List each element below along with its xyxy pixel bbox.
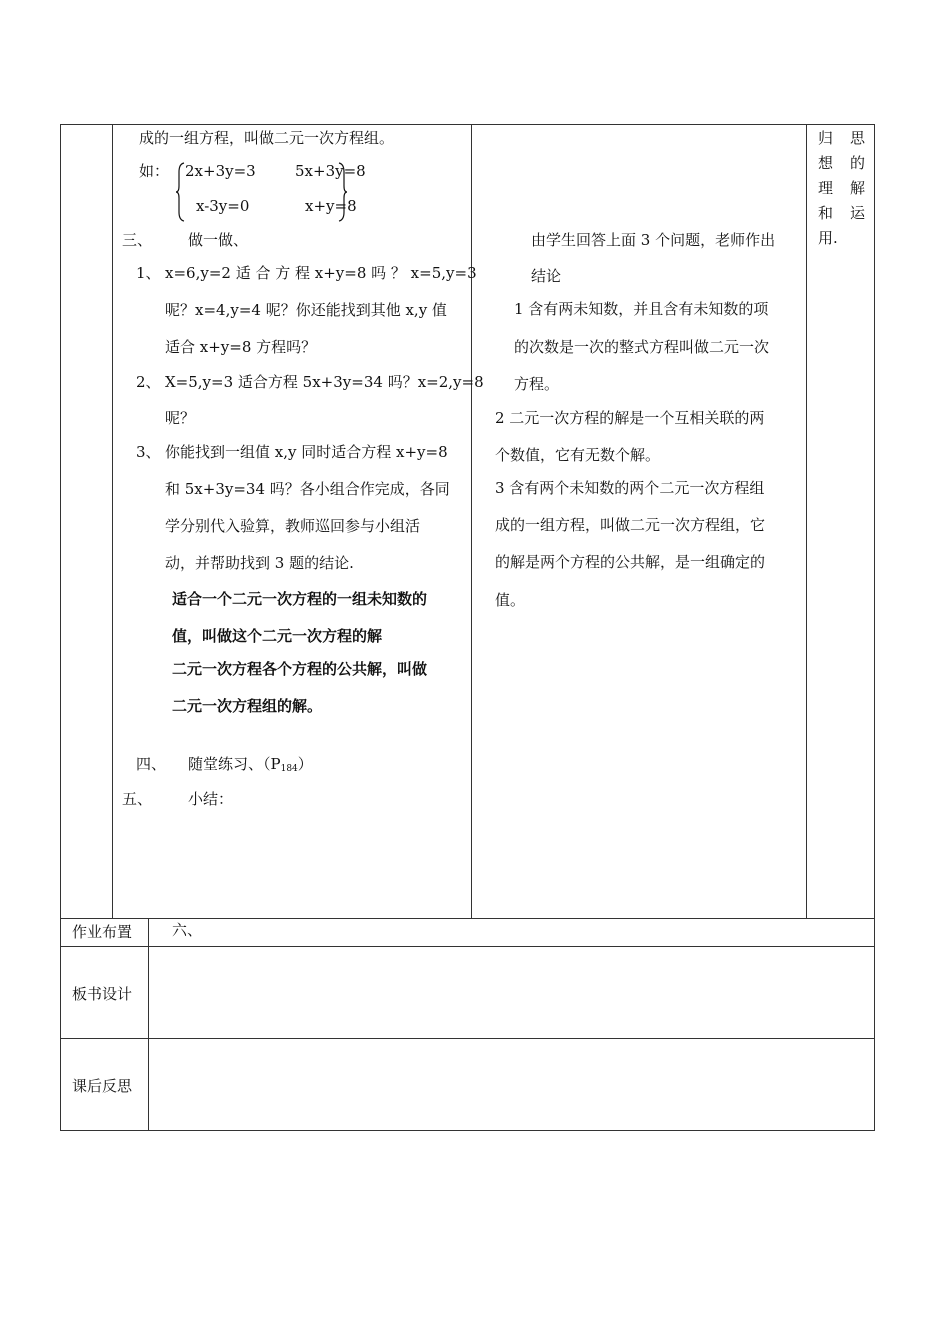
definition-line3: 二元一次方程各个方程的公共解，叫做	[172, 660, 428, 678]
section4-title-close: ）	[297, 755, 313, 773]
activity-line8: 3 含有两个未知数的两个二元一次方程组	[495, 479, 765, 497]
table-border-top	[60, 124, 875, 125]
activity-line9: 成的一组方程，叫做二元一次方程组，它	[495, 516, 766, 534]
system1-eq1: 2x+3y=3	[185, 162, 256, 180]
intent-char-3: 理	[818, 179, 834, 197]
definition-line2: 值，叫做这个二元一次方程的解	[172, 627, 383, 645]
q1-line3: 适合 x+y=8 方程吗？	[165, 338, 317, 356]
section4-page-number: 184	[280, 764, 298, 774]
intent-char-8: 解	[850, 179, 866, 197]
q3-line4: 动，并帮助找到 3 题的结论.	[165, 554, 354, 572]
activity-line11: 值。	[495, 591, 526, 609]
q3-line1: 你能找到一组值 x,y 同时适合方程 x+y=8	[165, 443, 448, 461]
q1-line1: x=6,y=2 适 合 方 程 x+y=8 吗 ？ x=5,y=3	[165, 264, 477, 282]
section4-number: 四、	[136, 755, 167, 773]
activity-line4: 的次数是一次的整式方程叫做二元一次	[514, 338, 770, 356]
section3-title: 做一做、	[188, 231, 249, 249]
row-divider-reflection	[60, 1038, 875, 1039]
left-brace-icon	[175, 162, 185, 222]
q2-number: 2、	[136, 373, 161, 391]
section5-number: 五、	[122, 790, 153, 808]
q1-number: 1、	[136, 264, 161, 282]
intent-char-7: 的	[850, 154, 866, 172]
definition-line1: 适合一个二元一次方程的一组未知数的	[172, 590, 428, 608]
row-divider-homework	[60, 918, 875, 919]
table-border-right	[874, 124, 875, 1131]
homework-value: 六、	[172, 921, 203, 939]
intent-char-1: 归	[818, 129, 834, 147]
example-label: 如：	[139, 162, 170, 180]
q2-line1: X=5,y=3 适合方程 5x+3y=34 吗？x=2,y=8	[165, 373, 484, 391]
activity-line10: 的解是两个方程的公共解，是一组确定的	[495, 553, 766, 571]
col-divider-2	[471, 124, 472, 919]
activity-line2: 结论	[531, 267, 562, 285]
section3-number: 三、	[122, 231, 153, 249]
footer-label-divider	[148, 918, 149, 1131]
activity-line3: 1 含有两未知数，并且含有未知数的项	[514, 300, 769, 318]
homework-label: 作业布置	[72, 923, 133, 941]
activity-line6: 2 二元一次方程的解是一个互相关联的两	[495, 409, 765, 427]
activity-line7: 个数值，它有无数个解。	[495, 446, 661, 464]
intent-char-4: 和	[818, 204, 834, 222]
intent-char-6: 思	[850, 129, 866, 147]
col-divider-3	[806, 124, 807, 919]
table-border-bottom	[60, 1130, 875, 1131]
section4-title-text: 随堂练习、（P	[188, 755, 281, 773]
q3-line2: 和 5x+3y=34 吗？各小组合作完成，各同	[165, 480, 450, 498]
section4-title	[188, 754, 313, 779]
activity-line5: 方程。	[514, 375, 560, 393]
table-border-left	[60, 124, 61, 1131]
section5-title: 小结：	[188, 790, 234, 808]
right-brace-icon	[338, 162, 348, 222]
reflection-label: 课后反思	[72, 1077, 133, 1095]
board-design-label: 板书设计	[72, 985, 133, 1003]
q2-line2: 呢？	[165, 409, 196, 427]
intent-char-2: 想	[818, 154, 834, 172]
system2-eq2: x+y=8	[305, 197, 357, 215]
intent-char-5: 用.	[818, 229, 838, 247]
q3-line3: 学分别代入验算，教师巡回参与小组活	[165, 517, 421, 535]
activity-line1: 由学生回答上面 3 个问题，老师作出	[531, 231, 776, 249]
col-divider-1	[112, 124, 113, 919]
q1-line2: 呢？x=4,y=4 呢？你还能找到其他 x,y 值	[165, 301, 447, 319]
definition-line4: 二元一次方程组的解。	[172, 697, 323, 715]
row-divider-board	[60, 946, 875, 947]
system2-eq1: 5x+3y=8	[295, 162, 366, 180]
intro-line: 成的一组方程，叫做二元一次方程组。	[139, 129, 395, 147]
system1-eq2: x-3y=0	[196, 197, 250, 215]
q3-number: 3、	[136, 443, 161, 461]
intent-char-9: 运	[850, 204, 866, 222]
